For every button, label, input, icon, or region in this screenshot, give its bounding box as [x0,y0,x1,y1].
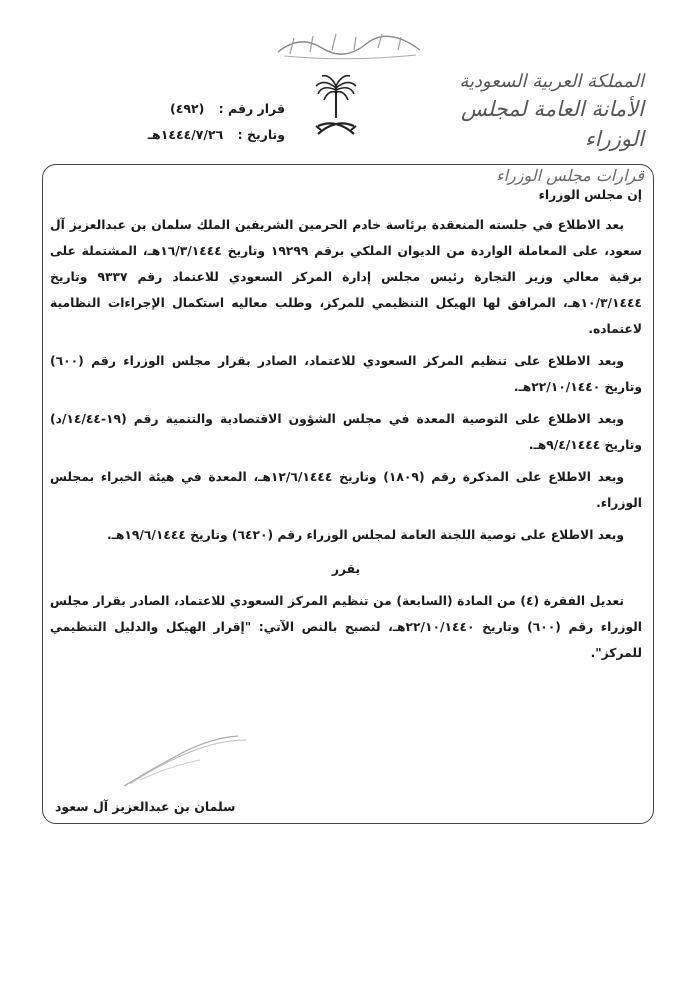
decision-reference [85,96,285,148]
decision-number-row [85,96,285,122]
recital-paragraph: وبعد الاطلاع على تنظيم المركز السعودي للاعتماد، الصادر بقرار مجلس الوزراء رقم (٦٠٠) وتاريخ ٢٢/١٠/١٤٤٠هـ. [50,354,642,394]
decision-date: ١٤٤٤/٧/٢٦هـ [147,127,224,142]
basmala-calligraphy [270,28,430,60]
recital-paragraph: وبعد الاطلاع على التوصية المعدة في مجلس الشؤون الاقتصادية والتنمية رقم (١٩-١٤/٤٤/د) وتاريخ ٩/٤/١٤٤٤هـ. [50,412,642,452]
decision-date-row [85,122,285,148]
resolution-paragraph: تعديل الفقرة (٤) من المادة (السابعة) من تنظيم المركز السعودي للاعتماد، الصادر بقرار مجلس الوزراء رقم (٦٠٠) وتاريخ ٢٢/١٠/١٤٤٠هـ، لتصبح بالنص الآتي: "إقرار الهيكل والدليل التنظيمي للمركز". [50,594,642,660]
cabinet-decisions-title: قرارات مجلس الوزراء [496,166,644,185]
recital-paragraph: وبعد الاطلاع على المذكرة رقم (١٨٠٩) وتاريخ ١٢/٦/١٤٤٤هـ، المعدة في هيئة الخبراء بمجلس الوزراء. [50,470,642,510]
kingdom-title: المملكة العربية السعودية [459,71,644,92]
handwritten-signature [120,730,250,790]
decision-body [50,182,642,672]
decision-number: (٤٩٢) [169,101,205,116]
opening-line: إن مجلس الوزراء [538,188,642,202]
decision-date-label: وتاريخ : [237,127,285,142]
recital-paragraph: وبعد الاطلاع على توصية اللجنة العامة لمجلس الوزراء رقم (٦٤٢٠) وتاريخ ١٩/٦/١٤٤٤هـ. [106,528,624,542]
secretariat-title: الأمانة العامة لمجلس الوزراء [460,97,644,151]
decision-number-label: قرار رقم : [218,101,285,116]
recital-paragraph: بعد الاطلاع في جلسته المنعقدة برئاسة خادم الحرمين الشريفين الملك سلمان بن عبدالعزيز آل سعود، على المعاملة الواردة من الديوان الملكي برقم ١٩٢٩٩ وتاريخ ١٦/٣/١٤٤٤هـ، المشتملة على برقية معالي وزير التجارة رئيس مجلس إدارة المركز السعودي للاعتماد رقم ٩٣٣٧ وتاريخ ١٠/٣/١٤٤٤هـ، المرافق لها الهيكل التنظيمي للمركز، وطلب معاليه استكمال الإجراءات النظامية لاعتماده. [50,218,643,336]
decides-heading: يقرر [331,562,361,576]
palm-swords-emblem [312,72,360,140]
signatory-name: سلمان بن عبدالعزيز آل سعود [55,799,236,814]
